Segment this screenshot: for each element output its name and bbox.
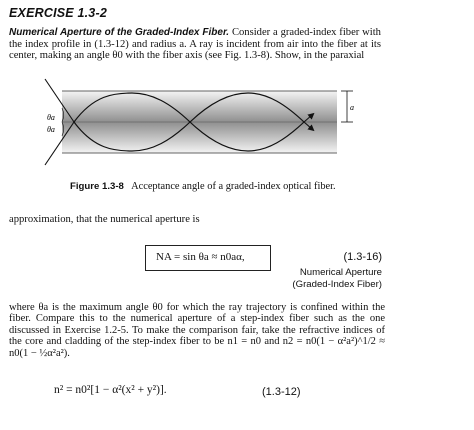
- intro-paragraph: [9, 27, 381, 62]
- equation-1-name-line1: Numerical Aperture: [299, 267, 382, 278]
- exercise-title: EXERCISE 1.3-2: [9, 6, 107, 20]
- figure-caption-label: Figure 1.3-8: [70, 181, 124, 192]
- intro-text: Consider a graded-index fiber with the index profile in (1.3-12) and radius a. A ray is incident from air into the fiber at its center, making an angle θ0 with the fiber axis (see Fig. 1.3-8). Show, in the paraxial: [9, 27, 381, 62]
- equation-1-number: (1.3-16): [343, 251, 382, 263]
- fiber-figure: [42, 71, 372, 184]
- intro-lead: Numerical Aperture of the Graded-Index Fiber.: [9, 27, 230, 38]
- fiber-diagram: [42, 71, 372, 179]
- theta-a-label-lower: θa: [47, 125, 55, 134]
- figure-caption-text: Acceptance angle of a graded-index optical fiber.: [131, 181, 336, 192]
- equation-1-name: [282, 267, 382, 290]
- radius-label: a: [350, 103, 354, 112]
- equation-2: n² = n0²[1 − α²(x² + y²)].: [54, 384, 167, 396]
- equation-2-number: (1.3-12): [262, 386, 301, 398]
- paragraph-2: where θa is the maximum angle θ0 for which the ray trajectory is confined within the fiber. Compare this to the numerical aperture of a step-index fiber such as the one discussed in Exercise 1.2-5. To make the comparison fair, take the refractive indices of the core and cladding of the step-index fiber to be n1 = n0 and n2 = n0(1 − α²a²)^1/2 ≈ n0(1 − ½α²a²).: [9, 302, 385, 359]
- approximation-text: approximation, that the numerical aperture is: [9, 214, 200, 225]
- figure-caption: [70, 181, 336, 192]
- equation-1-name-line2: (Graded-Index Fiber): [292, 278, 382, 290]
- theta-a-label-upper: θa: [47, 113, 55, 122]
- equation-1: NA = sin θa ≈ n0aα,: [156, 251, 245, 263]
